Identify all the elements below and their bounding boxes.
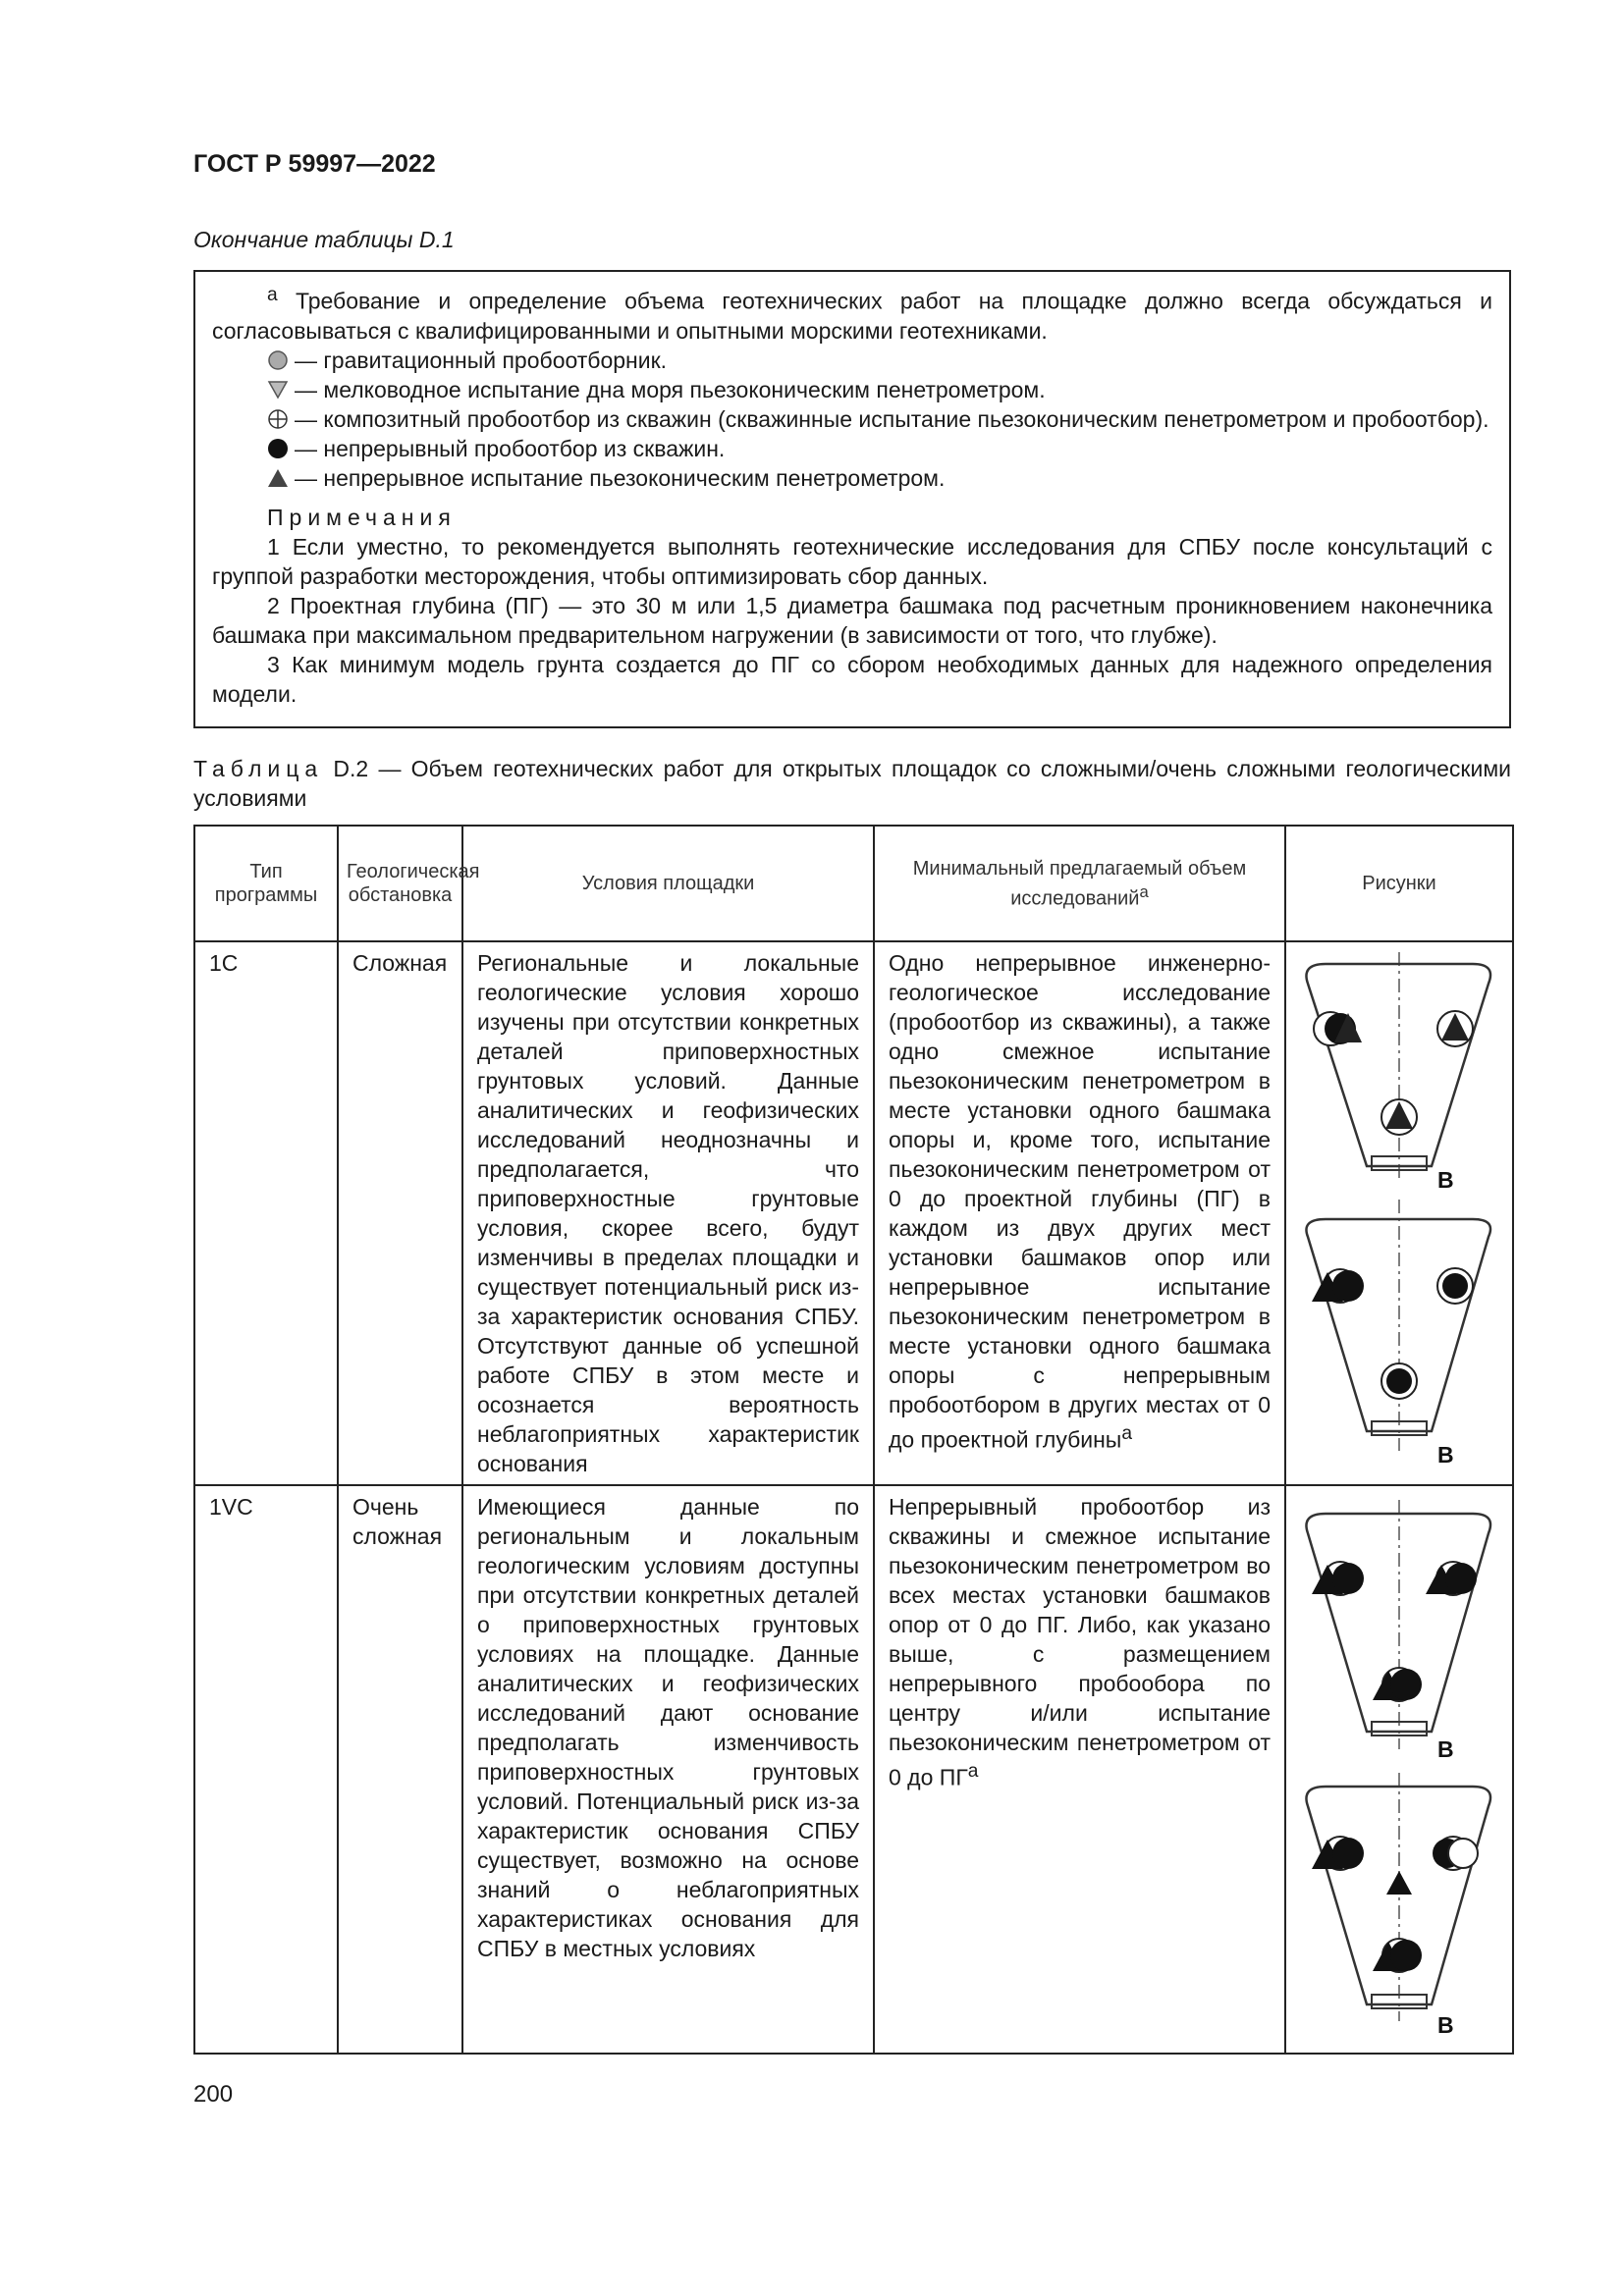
light-circle-icon [267,349,289,371]
footnote-box [193,270,1511,728]
jackup-footprint-diagram [1306,952,1490,1193]
note-item: 2 Проектная глубина (ПГ) — это 30 м или 1,5 диаметра башмака под расчетным проникновением наконечника башмака при максимальном предварительном нагружении (в зависимости от того, что глубже). [212,592,1492,648]
program-type-cell: 1C [194,941,338,1485]
geotech-scope-table [193,825,1514,2055]
jackup-layout-figures [1286,942,1512,1470]
document-header: ГОСТ Р 59997—2022 [193,150,436,178]
column-header: Геологическая обстановка [338,826,462,941]
figure-label: B [1437,1167,1454,1193]
column-header: Рисунки [1285,826,1513,941]
figures-cell [1285,1485,1513,2054]
legend-item: — композитный пробоотбор из скважин (скважинные испытание пьезоконическим пенетрометром и пробоотбор). [212,404,1492,434]
notes-title: Примечания [267,504,457,530]
filled-circle-icon [267,438,289,459]
column-header: Условия площадки [462,826,874,941]
scope-cell: Одно непрерывное инженерно-геологическое исследование (пробоотбор из скважины), а также одно смежное испытание пьезоконическим пенетрометром в месте установки одного башмака опоры и, кроме того, испытание пьезоконическим пенетрометром от 0 до проектной глубины (ПГ) в каждом из двух других мест установки башмаков опор или непрерывное испытание пьезоконическим пенетрометром в месте установки одного башмака опоры с непрерывным пробоотбором в других местах от 0 до проектной глубины$^a$ [874,941,1285,1485]
program-type-cell: 1VC [194,1485,338,2054]
column-header: Минимальный предлагаемый объем исследований$^a$ [874,826,1285,941]
scope-cell: Непрерывный пробоотбор из скважины и смежное испытание пьезоконическим пенетрометром во всех местах установки башмаков опор от 0 до ПГ. Либо, как указано выше, с размещением непрерывного пробообора по центру и/или испытание пьезоконическим пенетрометром от 0 до $ПГ^a$ [874,1485,1285,2054]
legend-item: — непрерывный пробоотбор из скважин. [212,434,1492,463]
site-conditions-cell: Региональные и локальные геологические условия хорошо изучены при отсутствии конкретных деталей приповерхностных грунтовых условий. Данные аналитических и геофизических исследований неоднозначны и предполагается, что приповерхностные грунтовые условия, скорее всего, будут изменчивы в пределах площадки и существует потенциальный риск из-за характеристик основания СПБУ. Отсутствуют данные об успешной работе СПБУ в этом месте и осознается вероятность неблагоприятных характеристик основания [462,941,874,1485]
site-conditions-cell: Имеющиеся данные по региональным и локальным геологическим условиям доступны при отсутствии конкретных деталей о приповерхностных грунтовых условиях на площадке. Данные аналитических и геофизических исследований дают основание предполагать изменчивость приповерхностных грунтовых условий. Потенциальный риск из-за характеристик основания СПБУ существует, возможно на основе знаний о неблагоприятных характеристиках основания для СПБУ в местных условиях [462,1485,874,2054]
table-caption [193,754,1511,813]
page-number: 200 [193,2081,234,2108]
figure-label: B [1437,1736,1454,1762]
table-row [194,1485,1513,2054]
table-continuation-label: Окончание таблицы D.1 [193,227,455,252]
figure-label: B [1437,1442,1454,1468]
geo-setting-cell: Очень сложная [338,1485,462,2054]
note-item: 3 Как минимум модель грунта создается до ПГ со сбором необходимых данных для надежного определения модели. [212,651,1492,707]
table-row [194,941,1513,1485]
jackup-footprint-diagram [1306,1200,1490,1468]
legend-item: — мелководное испытание дна моря пьезоконическим пенетрометром. [212,375,1492,404]
table-caption-text: D.2 — Объем геотехнических работ для открытых площадок со сложными/очень сложными геологическими условиями [193,756,1512,811]
footnote-body: Требование и определение объема геотехнических работ на площадке должно всегда обсуждаться и согласовываться с квалифицированными и опытными морскими геотехниками. [212,288,1492,344]
legend-item: — непрерывное испытание пьезоконическим пенетрометром. [212,463,1492,493]
jackup-layout-figures [1286,1486,1512,2046]
inverted-triangle-icon [267,379,289,400]
footnote-text [212,281,1492,346]
circle-cross-icon [267,408,289,430]
figures-cell [1285,941,1513,1485]
footnote-mark: a [267,285,278,305]
table-header-row [194,826,1513,941]
jackup-footprint-diagram [1306,1773,1490,2038]
figure-label: B [1437,2012,1454,2038]
column-header: Тип программы [194,826,338,941]
filled-triangle-icon [267,467,289,489]
jackup-footprint-diagram [1306,1500,1490,1762]
geo-setting-cell: Сложная [338,941,462,1485]
table-caption-label: Таблица [193,756,324,781]
note-item: 1 Если уместно, то рекомендуется выполнять геотехнические исследования для СПБУ после консультаций с группой разработки месторождения, чтобы оптимизировать сбор данных. [212,533,1492,589]
legend-item: — гравитационный пробоотборник. [212,346,1492,375]
